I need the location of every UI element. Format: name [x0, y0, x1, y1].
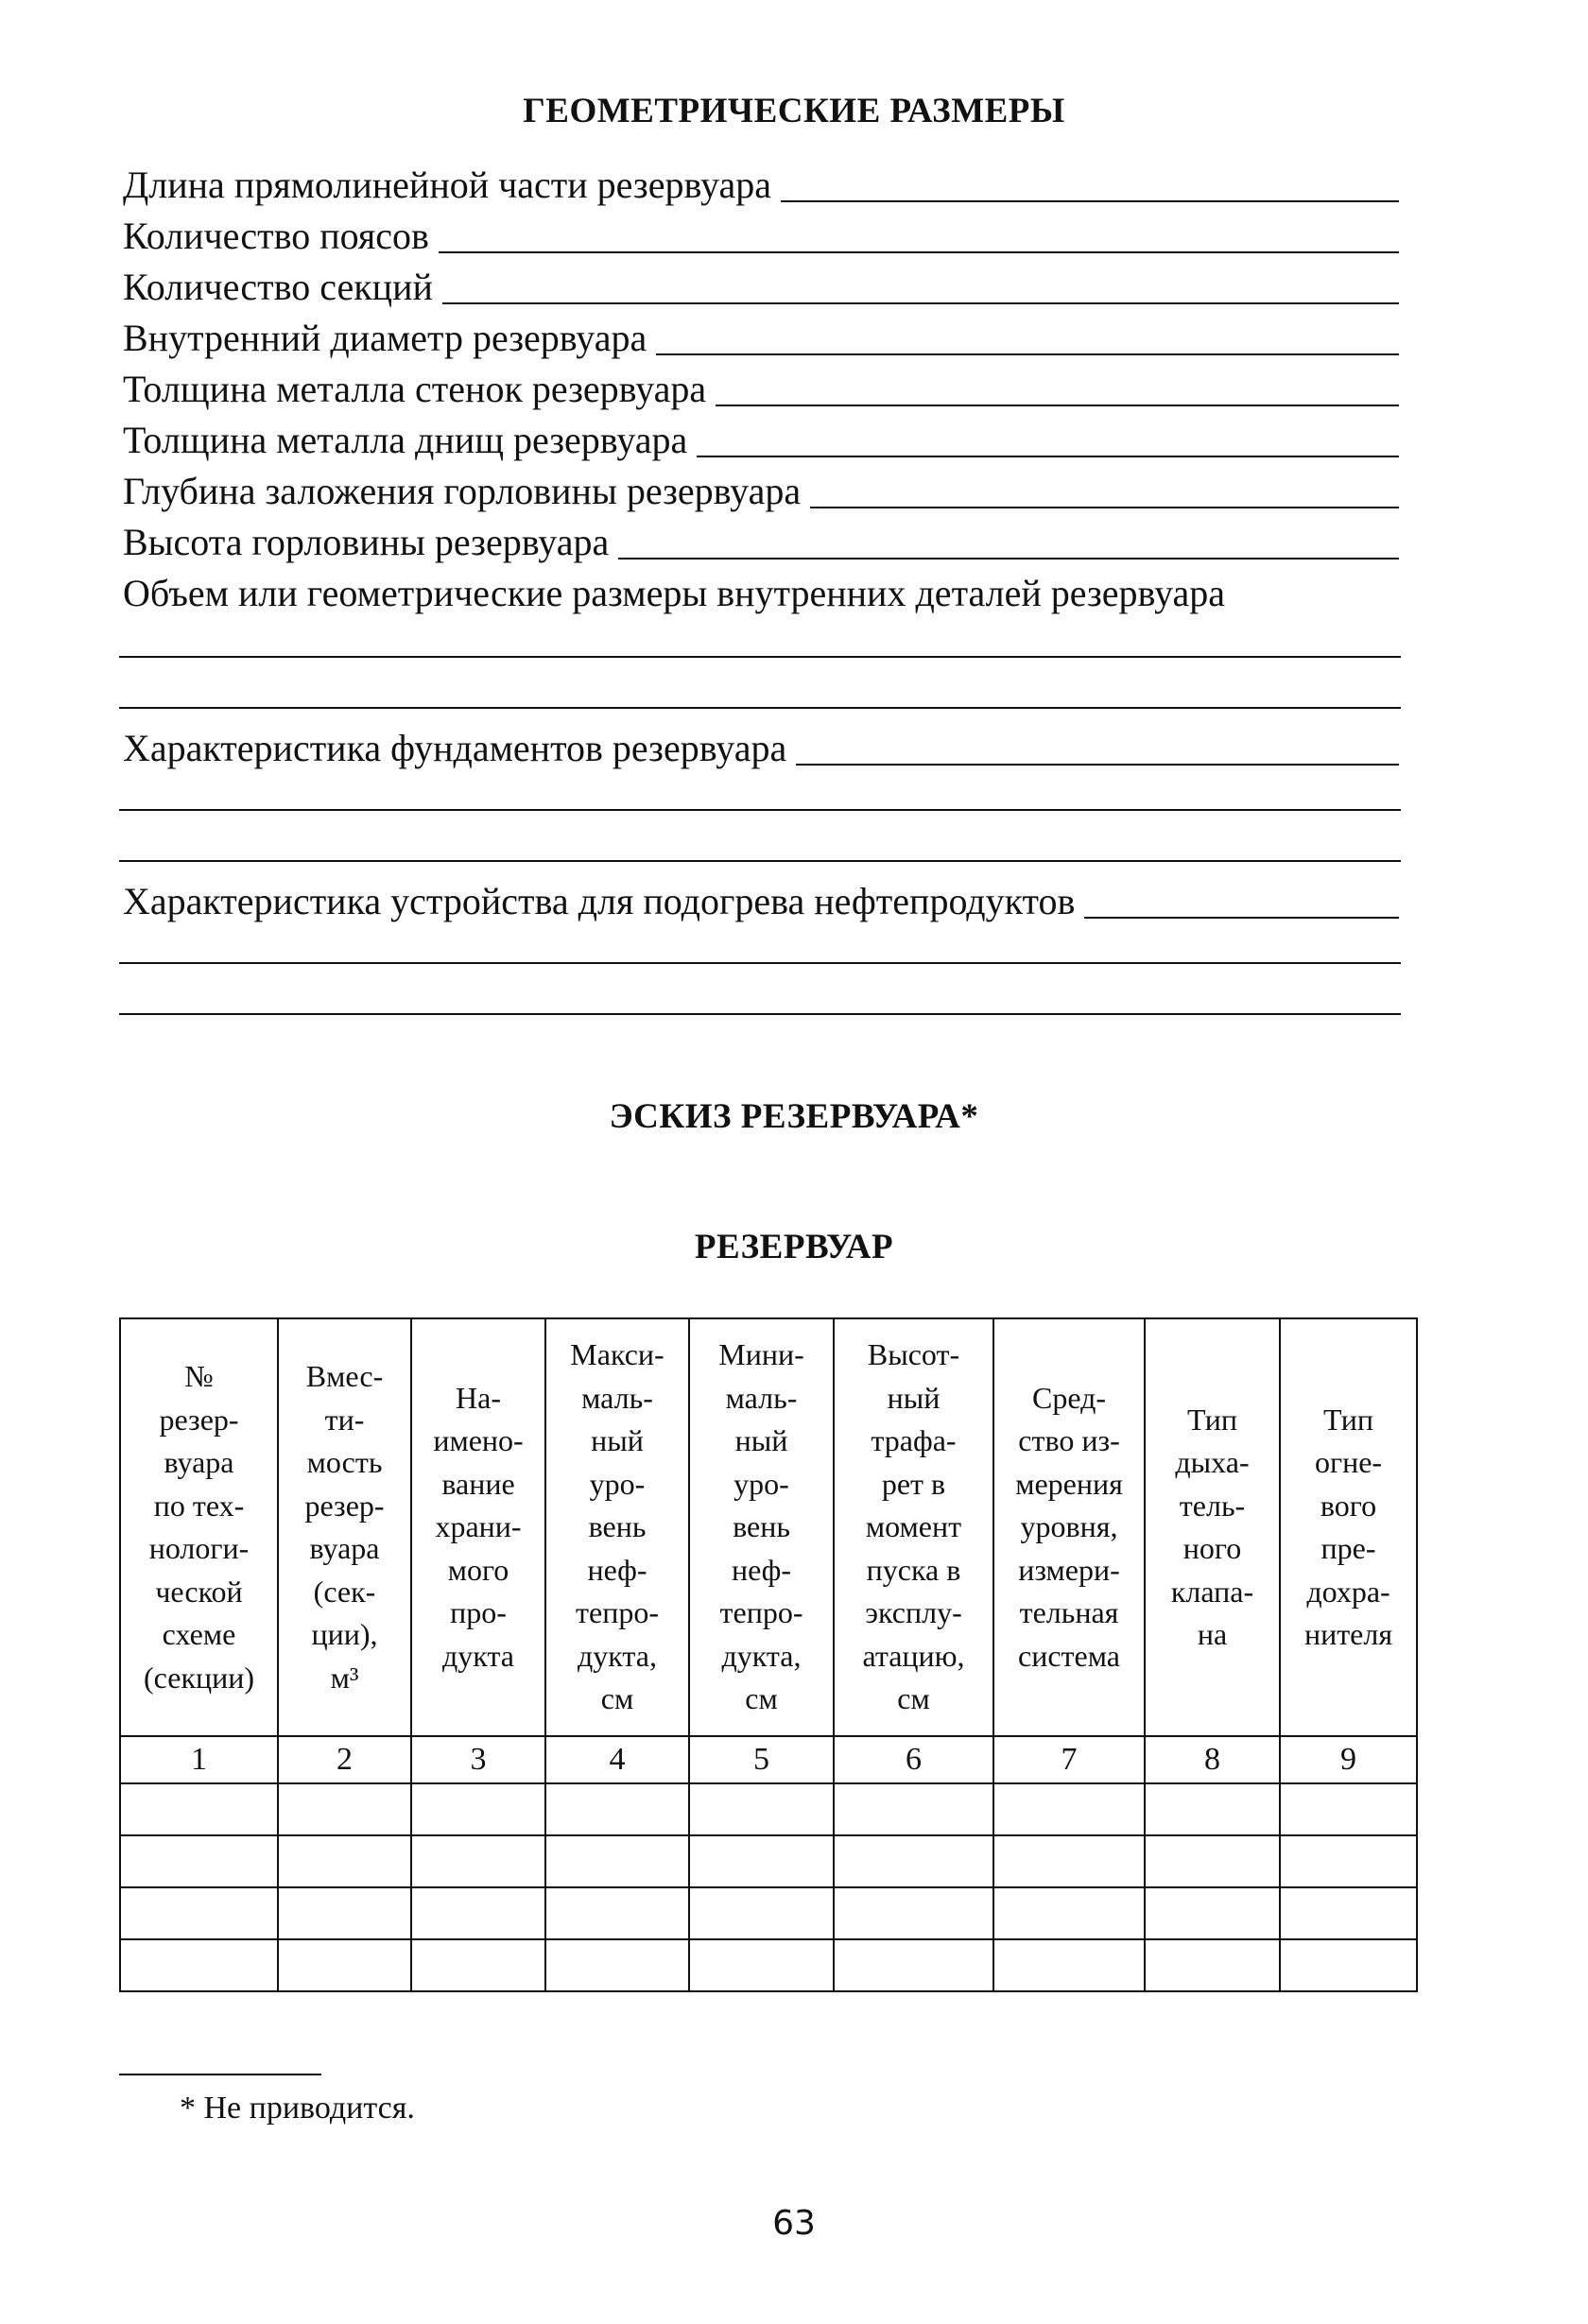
field-foundation-input[interactable] — [796, 732, 1399, 766]
field-belts — [123, 210, 1399, 257]
table-cell[interactable] — [1280, 1939, 1417, 1991]
field-wall-input[interactable] — [716, 372, 1399, 406]
table-cell[interactable] — [120, 1887, 278, 1939]
table-cell[interactable] — [411, 1939, 545, 1991]
column-number: 1 — [120, 1736, 278, 1783]
field-internal-line-2[interactable] — [119, 707, 1401, 709]
field-belts-input[interactable] — [439, 219, 1399, 253]
field-heating-input[interactable] — [1084, 885, 1399, 919]
field-neck-input[interactable] — [618, 525, 1399, 559]
table-row — [120, 1835, 1417, 1887]
table-row — [120, 1939, 1417, 1991]
header-max-level: Макси- маль- ный уро- вень неф- тепро- дукта, см — [545, 1318, 689, 1736]
table-cell[interactable] — [120, 1783, 278, 1835]
field-bottom-input[interactable] — [697, 423, 1399, 457]
table-cell[interactable] — [1280, 1887, 1417, 1939]
table-cell[interactable] — [545, 1783, 689, 1835]
column-number: 6 — [834, 1736, 993, 1783]
table-cell[interactable] — [411, 1783, 545, 1835]
field-length-input[interactable] — [781, 168, 1399, 202]
field-sections-label: Количество секций — [123, 266, 433, 308]
field-depth-input[interactable] — [810, 474, 1399, 508]
table-cell[interactable] — [278, 1835, 411, 1887]
table-cell[interactable] — [545, 1835, 689, 1887]
table-row — [120, 1783, 1417, 1835]
table-cell[interactable] — [689, 1887, 834, 1939]
table-cell[interactable] — [993, 1939, 1145, 1991]
footnote-divider — [119, 2074, 321, 2075]
field-diameter-input[interactable] — [656, 321, 1399, 355]
field-heating-label: Характеристика устройства для подогрева нефтепродуктов — [123, 880, 1076, 922]
header-breathing-valve: Тип дыха- тель- ного клапа- на — [1145, 1318, 1280, 1736]
table-cell[interactable] — [993, 1835, 1145, 1887]
column-number: 9 — [1280, 1736, 1417, 1783]
field-bottom — [123, 414, 1399, 461]
table-cell[interactable] — [545, 1887, 689, 1939]
column-number: 3 — [411, 1736, 545, 1783]
field-internal-label: Объем или геометрические размеры внутренних деталей резервуара — [123, 572, 1226, 614]
field-depth — [123, 465, 1399, 512]
table-cell[interactable] — [689, 1835, 834, 1887]
table-cell[interactable] — [1145, 1939, 1280, 1991]
header-fire-arrester: Тип огне- вого пре- дохра- нителя — [1280, 1318, 1417, 1736]
table-cell[interactable] — [278, 1887, 411, 1939]
table-cell[interactable] — [689, 1783, 834, 1835]
column-number: 2 — [278, 1736, 411, 1783]
field-diameter-label: Внутренний диаметр резервуара — [123, 317, 647, 359]
field-length-label: Длина прямолинейной части резервуара — [123, 164, 771, 206]
column-number-row — [120, 1736, 1417, 1783]
table-cell[interactable] — [834, 1835, 993, 1887]
header-product-name: На- имено- вание храни- мого про- дукта — [411, 1318, 545, 1736]
header-level-measurement: Сред- ство из- мерения уровня, измери- тельная система — [993, 1318, 1145, 1736]
table-cell[interactable] — [1280, 1835, 1417, 1887]
field-bottom-label: Толщина металла днищ резервуара — [123, 419, 688, 461]
field-internal-line-1[interactable] — [119, 656, 1401, 658]
field-sections-input[interactable] — [442, 270, 1399, 304]
table-cell[interactable] — [278, 1783, 411, 1835]
field-foundation-line-1[interactable] — [119, 809, 1401, 811]
table-cell[interactable] — [411, 1887, 545, 1939]
table-cell[interactable] — [120, 1939, 278, 1991]
table-cell[interactable] — [834, 1939, 993, 1991]
table-cell[interactable] — [1145, 1835, 1280, 1887]
sketch-title: ЭСКИЗ РЕЗЕРВУАРА* — [609, 1097, 979, 1136]
field-length — [123, 159, 1399, 206]
field-foundation-label: Характеристика фундаментов резервуара — [123, 727, 787, 769]
field-heating-line-2[interactable] — [119, 1013, 1401, 1015]
table-cell[interactable] — [1145, 1783, 1280, 1835]
field-heating-line-1[interactable] — [119, 962, 1401, 964]
header-height-stencil: Высот- ный трафа- рет в момент пуска в эксплу- атацию, см — [834, 1318, 993, 1736]
table-cell[interactable] — [834, 1887, 993, 1939]
table-cell[interactable] — [1145, 1887, 1280, 1939]
field-depth-label: Глубина заложения горловины резервуара — [123, 470, 802, 512]
field-internal — [123, 567, 1427, 614]
footnote: * Не приводится. — [180, 2091, 415, 2126]
column-number: 5 — [689, 1736, 834, 1783]
geometry-title: ГЕОМЕТРИЧЕСКИЕ РАЗМЕРЫ — [523, 92, 1065, 130]
header-min-level: Мини- маль- ный уро- вень неф- тепро- дукта, см — [689, 1318, 834, 1736]
table-header-row — [120, 1318, 1417, 1736]
column-number: 8 — [1145, 1736, 1280, 1783]
field-neck-label: Высота горловины резервуара — [123, 521, 610, 563]
field-heating — [123, 875, 1399, 922]
table-cell[interactable] — [278, 1939, 411, 1991]
field-neck — [123, 516, 1399, 563]
column-number: 4 — [545, 1736, 689, 1783]
table-cell[interactable] — [834, 1783, 993, 1835]
table-cell[interactable] — [1280, 1783, 1417, 1835]
table-row — [120, 1887, 1417, 1939]
page-number: 63 — [772, 2204, 816, 2243]
field-foundation-line-2[interactable] — [119, 860, 1401, 862]
header-capacity: Вмес- ти- мость резер- вуара (сек- ции), м³ — [278, 1318, 411, 1736]
table-cell[interactable] — [993, 1887, 1145, 1939]
tank-table — [119, 1317, 1418, 1992]
tank-table-title: РЕЗЕРВУАР — [694, 1228, 894, 1266]
field-diameter — [123, 312, 1399, 359]
table-cell[interactable] — [689, 1939, 834, 1991]
field-foundation — [123, 722, 1399, 769]
table-cell[interactable] — [545, 1939, 689, 1991]
table-cell[interactable] — [411, 1835, 545, 1887]
field-wall-label: Толщина металла стенок резервуара — [123, 368, 707, 410]
table-cell[interactable] — [120, 1835, 278, 1887]
header-tank-number: № резер- вуара по тех- нологи- ческой схеме (секции) — [120, 1318, 278, 1736]
column-number: 7 — [993, 1736, 1145, 1783]
field-wall — [123, 363, 1399, 410]
field-belts-label: Количество поясов — [123, 215, 429, 257]
table-cell[interactable] — [993, 1783, 1145, 1835]
field-sections — [123, 261, 1399, 308]
